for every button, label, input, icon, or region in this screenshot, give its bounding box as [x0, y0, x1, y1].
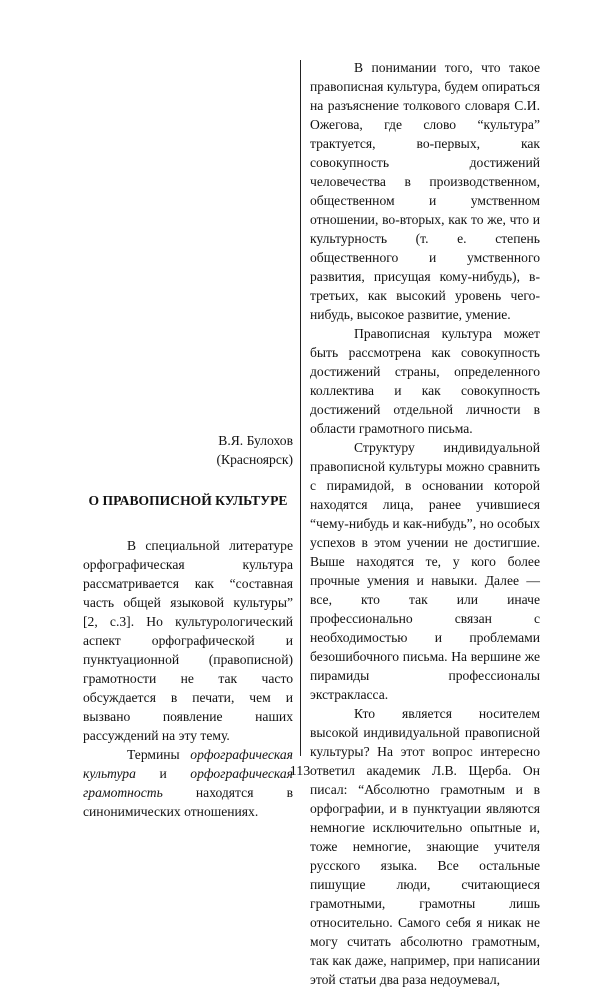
author-block	[120, 431, 293, 469]
left-paragraph-1: В специальной литературе орфографическая культура рассматривается как “составная часть общей языковой культуры” [2, с.3]. Но культурологический аспект орфографической и пунктуационной (правописной) грамотности не так часто обсуждается в печати, чем и вызвано появление наших рассуждений на эту тему.	[83, 538, 293, 743]
right-column	[310, 58, 540, 989]
right-paragraph-2: Правописная культура может быть рассмотрена как совокупность достижений страны, определенного коллектива и как совокупность достижений отдельной личности в области грамотного письма.	[310, 326, 540, 436]
right-paragraph-3: Структуру индивидуальной правописной культуры можно сравнить с пирамидой, в основании которой находятся лица, ранее учившиеся “чему-нибудь и как-нибудь”, но особых успехов в этом учении не достигшие. Выше находятся те, у кого более прочные умения и навыки. Далее — все, кто так или иначе профессионально связан с необходимостью и проблемами безошибочного письма. На вершине же пирамиды профессионалы экстракласса.	[310, 440, 540, 702]
right-paragraph-1: В понимании того, что такое правописная культура, будем опираться на разъяснение толкового словаря С.И. Ожегова, где слово “культура” трактуется, во-первых, как совокупность достижений человечества в производственном, общественном и умственном отношении, во-вторых, как то же, что и культурность (т. е. степень общественного и умственного развития, присущая кому-нибудь), в-третьих, как высокий уровень чего-нибудь, высокое развитие, умение.	[310, 60, 540, 322]
author-name: В.Я. Булохов	[218, 433, 293, 448]
page-number: 113	[289, 764, 311, 779]
p2-mid: и	[135, 766, 191, 781]
p2-end: находятся в синонимических отношениях.	[83, 785, 293, 819]
left-paragraph-2	[83, 745, 293, 821]
term-orthographic-culture: орфографическая культура	[83, 747, 293, 781]
article-title: О ПРАВОПИСНОЙ КУЛЬТУРЕ	[88, 493, 288, 508]
column-divider	[300, 60, 301, 756]
p2-start: Термины	[127, 747, 191, 762]
right-paragraph-4: Кто является носителем высокой индивидуальной правописной культуры? На этот вопрос интересно ответил академик Л.В. Щерба. Он писал: “Абсолютно грамотным и в орфографии, и в пунктуации являются немногие исключительно опытные и, тоже немногие, знающие учителя русского языка. Все остальные пишущие люди, считающиеся грамотными, грамотны лишь относительно. Самого себя я никак не могу считать абсолютно грамотным, так как даже, например, при написании этой статьи два раза недоумевал,	[310, 706, 540, 987]
author-city: (Красноярск)	[216, 452, 293, 467]
term-orthographic-literacy: орфографическая грамотность	[83, 766, 293, 800]
